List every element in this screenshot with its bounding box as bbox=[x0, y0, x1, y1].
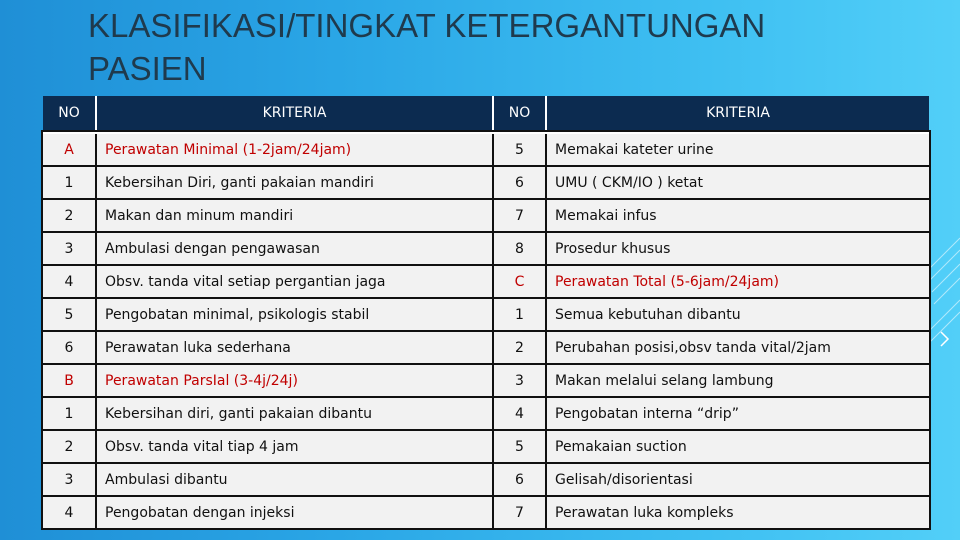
cell-kriteria-right: Perawatan Total (5-6jam/24jam) bbox=[546, 265, 929, 298]
table-row bbox=[43, 496, 929, 528]
table-row bbox=[43, 364, 929, 397]
cell-kriteria-left: Kebersihan diri, ganti pakaian dibantu bbox=[96, 397, 493, 430]
header-no-left: NO bbox=[43, 96, 96, 132]
cell-no-right: 2 bbox=[493, 331, 546, 364]
table-row bbox=[43, 298, 929, 331]
cell-kriteria-right: Pemakaian suction bbox=[546, 430, 929, 463]
cell-no-left: A bbox=[43, 132, 96, 166]
chevron-right-icon bbox=[941, 332, 948, 346]
cell-kriteria-left: Obsv. tanda vital setiap pergantian jaga bbox=[96, 265, 493, 298]
cell-kriteria-right: Prosedur khusus bbox=[546, 232, 929, 265]
table-row bbox=[43, 166, 929, 199]
cell-no-right: C bbox=[493, 265, 546, 298]
cell-kriteria-left: Obsv. tanda vital tiap 4 jam bbox=[96, 430, 493, 463]
cell-no-left: 5 bbox=[43, 298, 96, 331]
cell-no-right: 7 bbox=[493, 496, 546, 528]
cell-no-right: 6 bbox=[493, 166, 546, 199]
cell-no-right: 5 bbox=[493, 132, 546, 166]
table-row bbox=[43, 430, 929, 463]
cell-no-right: 8 bbox=[493, 232, 546, 265]
cell-kriteria-left: Pengobatan minimal, psikologis stabil bbox=[96, 298, 493, 331]
cell-no-left: 1 bbox=[43, 397, 96, 430]
cell-kriteria-right: Perawatan luka kompleks bbox=[546, 496, 929, 528]
cell-kriteria-right: Semua kebutuhan dibantu bbox=[546, 298, 929, 331]
cell-kriteria-right: Pengobatan interna “drip” bbox=[546, 397, 929, 430]
cell-kriteria-left: Makan dan minum mandiri bbox=[96, 199, 493, 232]
cell-kriteria-left: Ambulasi dibantu bbox=[96, 463, 493, 496]
cell-no-right: 7 bbox=[493, 199, 546, 232]
cell-no-right: 5 bbox=[493, 430, 546, 463]
cell-no-left: 3 bbox=[43, 463, 96, 496]
cell-kriteria-right: Memakai infus bbox=[546, 199, 929, 232]
cell-no-right: 1 bbox=[493, 298, 546, 331]
header-no-right: NO bbox=[493, 96, 546, 132]
cell-kriteria-right: Memakai kateter urine bbox=[546, 132, 929, 166]
table-row bbox=[43, 331, 929, 364]
cell-kriteria-right: Gelisah/disorientasi bbox=[546, 463, 929, 496]
cell-no-left: 4 bbox=[43, 265, 96, 298]
cell-no-left: 2 bbox=[43, 199, 96, 232]
header-kriteria-left: KRITERIA bbox=[96, 96, 493, 132]
cell-no-left: 4 bbox=[43, 496, 96, 528]
cell-no-left: 3 bbox=[43, 232, 96, 265]
cell-kriteria-left: Kebersihan Diri, ganti pakaian mandiri bbox=[96, 166, 493, 199]
cell-kriteria-right: Makan melalui selang lambung bbox=[546, 364, 929, 397]
cell-kriteria-left: Perawatan ParsIal (3-4j/24j) bbox=[96, 364, 493, 397]
cell-kriteria-left: Perawatan luka sederhana bbox=[96, 331, 493, 364]
cell-kriteria-left: Pengobatan dengan injeksi bbox=[96, 496, 493, 528]
cell-kriteria-right: UMU ( CKM/IO ) ketat bbox=[546, 166, 929, 199]
table-row bbox=[43, 265, 929, 298]
cell-no-right: 6 bbox=[493, 463, 546, 496]
cell-no-left: 6 bbox=[43, 331, 96, 364]
table-row bbox=[43, 199, 929, 232]
cell-no-left: 1 bbox=[43, 166, 96, 199]
table-row bbox=[43, 397, 929, 430]
cell-kriteria-left: Perawatan Minimal (1-2jam/24jam) bbox=[96, 132, 493, 166]
table-row bbox=[43, 232, 929, 265]
cell-kriteria-left: Ambulasi dengan pengawasan bbox=[96, 232, 493, 265]
table-header-row bbox=[43, 96, 929, 132]
cell-no-right: 3 bbox=[493, 364, 546, 397]
cell-kriteria-right: Perubahan posisi,obsv tanda vital/2jam bbox=[546, 331, 929, 364]
table-row bbox=[43, 132, 929, 166]
table-row bbox=[43, 463, 929, 496]
cell-no-right: 4 bbox=[493, 397, 546, 430]
header-kriteria-right: KRITERIA bbox=[546, 96, 929, 132]
page-title: KLASIFIKASI/TINGKAT KETERGANTUNGAN PASIEN bbox=[88, 7, 766, 87]
cell-no-left: B bbox=[43, 364, 96, 397]
cell-no-left: 2 bbox=[43, 430, 96, 463]
classification-table bbox=[43, 96, 929, 528]
